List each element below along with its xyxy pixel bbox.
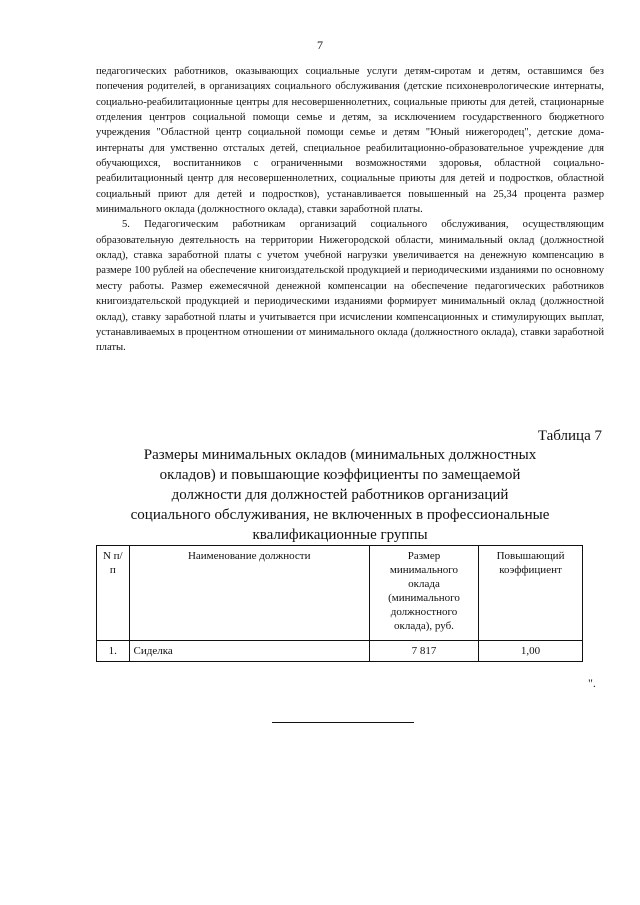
table-row — [97, 641, 583, 662]
cell-number: 1. — [97, 641, 130, 662]
header-coefficient: Повышающий коэффициент — [479, 546, 583, 641]
end-divider — [272, 722, 414, 723]
cell-minimum-salary: 7 817 — [369, 641, 478, 662]
cell-position-name: Сиделка — [129, 641, 369, 662]
header-minimum-salary: Размер минимального оклада (минимального должностного оклада), руб. — [369, 546, 478, 641]
header-number: N п/п — [97, 546, 130, 641]
body-text — [96, 64, 604, 356]
paragraph-continuation: педагогических работников, оказывающих социальные услуги детям-сиротам и детям, оставшимся без попечения родителей, в организациях социального обслуживания (детские психоневрологические интернаты, социально-реабилитационные центры для несовершеннолетних, социальные приюты для детей, стационарные отделения центров социальной помощи семье и детям, за исключением государственного бюджетного учреждения "Областной центр социальной помощи семье и детям "Юный нижегородец", детские дома-интернаты для умственно отсталых детей, специальное реабилитационно-образовательное учреждение для обучающихся, воспитанников с ограниченными возможностями здоровья, областной социально-реабилитационный центр для несовершеннолетних, социальные приюты для детей и подростков, областной социальный приют для детей и подростков), устанавливается повышенный на 25,34 процента размер минимального оклада (должностного оклада), ставки заработной платы. — [96, 66, 604, 216]
positions-table — [96, 545, 583, 662]
table-title: Размеры минимальных окладов (минимальных должностных окладов) и повышающие коэффициенты по замещаемой должности для должностей работников организаций социального обслуживания, не включенных в профессиональные квалификационные группы — [130, 447, 550, 543]
cell-coefficient: 1,00 — [479, 641, 583, 662]
table-caption: Таблица 7 — [537, 428, 602, 444]
table-header-row — [97, 546, 583, 641]
paragraph-item-5: 5. Педагогическим работникам организаций социального обслуживания, осуществляющим образовательную деятельность на территории Нижегородской области, минимальный оклад (должностной оклад), ставка заработной платы с учетом учебной нагрузки увеличивается на денежную компенсацию в размере 100 рублей на обеспечение книгоиздательской продукцией и периодическими изданиями по основному месту работы. Размер ежемесячной денежной компенсации на обеспечение педагогических работников книгоиздательской продукцией и периодическими изданиями формирует минимальный оклад (должностной оклад), ставку заработной платы и учитывается при исчислении компенсационных и стимулирующих выплат, устанавливаемых в процентном отношении от минимального оклада (должностного оклада), ставки заработной платы. — [96, 219, 604, 354]
closing-mark: ". — [588, 676, 596, 690]
page-number: 7 — [317, 38, 323, 52]
header-position-name: Наименование должности — [129, 546, 369, 641]
